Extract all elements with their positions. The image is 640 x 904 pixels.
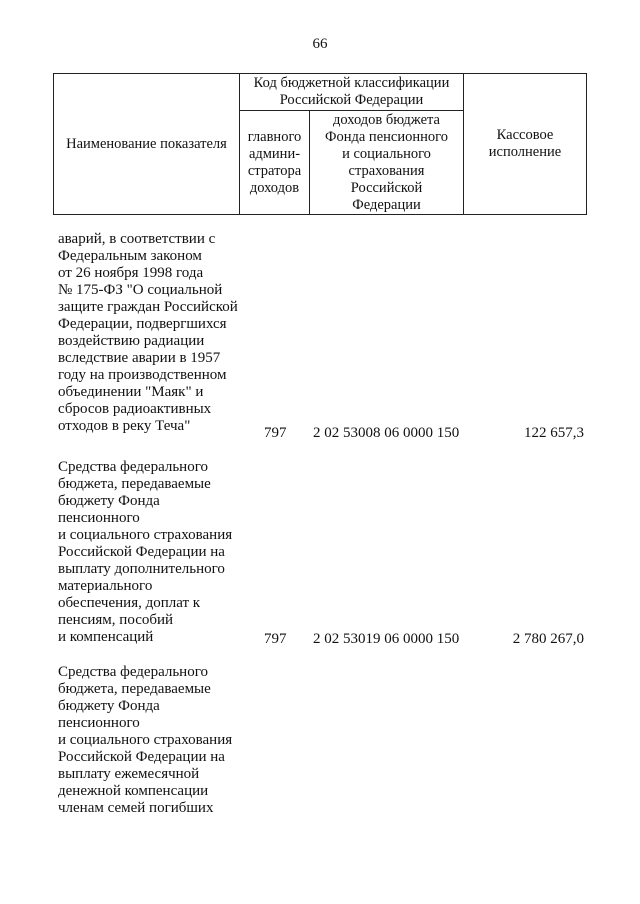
row-2-admin-code: 797 <box>264 631 287 647</box>
header-admin-column: главного админи- стратора доходов <box>247 128 302 196</box>
header-border-bottom <box>53 214 587 215</box>
row-2-income-code: 2 02 53019 06 0000 150 <box>313 631 460 647</box>
header-name-column: Наименование показателя <box>66 135 227 152</box>
row-1-amount: 122 657,3 <box>524 425 584 441</box>
row-1-income-code: 2 02 53008 06 0000 150 <box>313 425 460 441</box>
header-bk-code-group: Код бюджетной классификации Российской Федерации <box>253 75 450 108</box>
row-2-amount: 2 780 267,0 <box>512 631 584 647</box>
header-execution-column: Кассовое исполнение <box>488 127 562 160</box>
page-number: 66 <box>312 36 328 52</box>
row-3-name: Средства федерального бюджета, передаваемые бюджету Фонда пенсионного и социального страхования Российской Федерации на выплату ежемесячной денежной компенсации членам семей погибших <box>58 664 233 816</box>
row-1-admin-code: 797 <box>264 425 287 441</box>
row-1-name: аварий, в соответствии с Федеральным законом от 26 ноября 1998 года № 175-ФЗ "О социальной защите граждан Российской Федерации, подвергшихся воздействию радиации вследствие аварии в 1957 году на производственном объединении "Маяк" и сбросов радиоактивных отходов в реку Теча" <box>58 231 238 434</box>
row-2-name: Средства федерального бюджета, передаваемые бюджету Фонда пенсионного и социального страхования Российской Федерации на выплату дополнительного материального обеспечения, доплат к пенсиям, пособий и компенсаций <box>58 459 233 645</box>
header-income-column: доходов бюджета Фонда пенсионного и социального страхования Российской Федерации <box>325 111 448 213</box>
header-border-right <box>586 73 587 215</box>
